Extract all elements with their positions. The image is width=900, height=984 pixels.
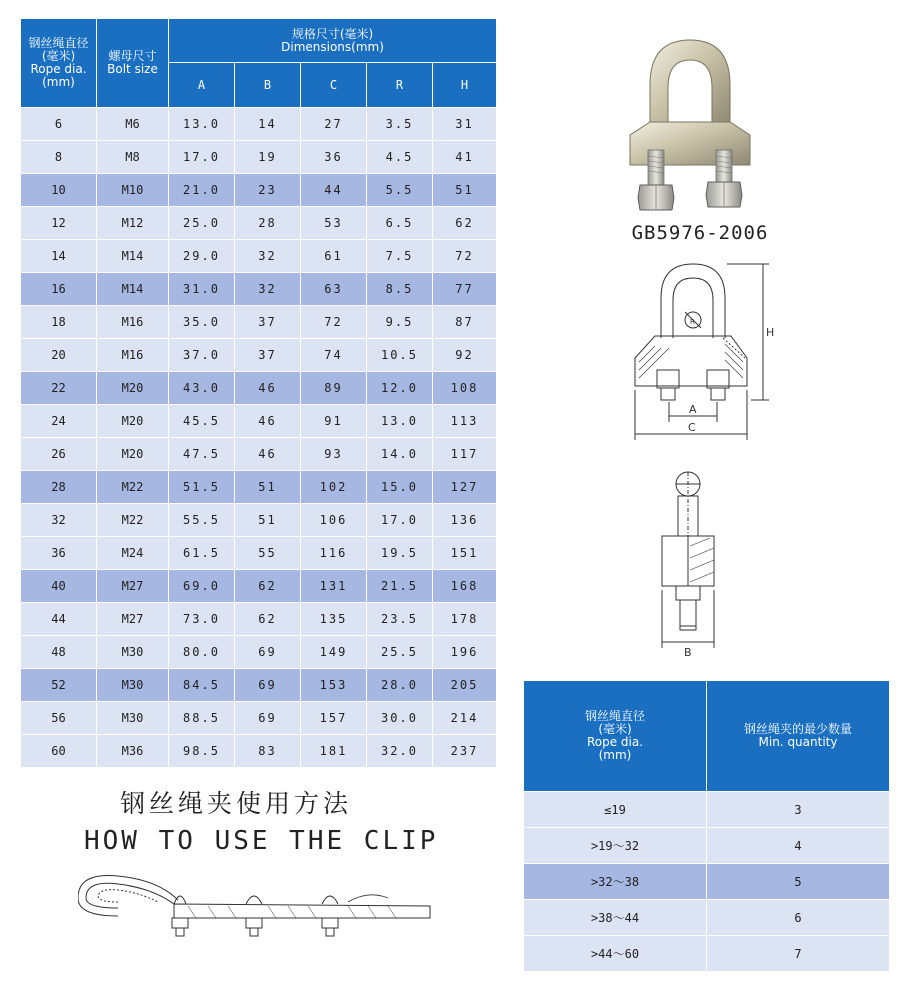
- dimension-a-cell: 80.0: [169, 636, 235, 669]
- table-row: [21, 636, 497, 669]
- dimension-h-cell: 178: [433, 603, 497, 636]
- qty-rope-dia-header-cn-unit: (毫米): [598, 722, 632, 736]
- dimension-r-cell: 4.5: [367, 141, 433, 174]
- dimension-c-cell: 135: [301, 603, 367, 636]
- dimension-label-c: C: [688, 421, 696, 434]
- dimension-label-a: A: [689, 403, 697, 416]
- dimension-label-h: H: [766, 326, 775, 339]
- dimension-r-cell: 13.0: [367, 405, 433, 438]
- table-row: [21, 504, 497, 537]
- table-row: [21, 141, 497, 174]
- dimension-h-cell: 51: [433, 174, 497, 207]
- dimension-a-cell: 25.0: [169, 207, 235, 240]
- rope-dia-cell: 18: [21, 306, 97, 339]
- dimension-a-cell: 73.0: [169, 603, 235, 636]
- dimension-b-cell: 28: [235, 207, 301, 240]
- dimension-b-cell: 46: [235, 372, 301, 405]
- dimension-c-cell: 53: [301, 207, 367, 240]
- dimension-c-cell: 91: [301, 405, 367, 438]
- dimension-h-cell: 41: [433, 141, 497, 174]
- howto-title-en: HOW TO USE THE CLIP: [84, 826, 439, 856]
- bolt-size-cell: M20: [97, 372, 169, 405]
- dimension-label-b: B: [684, 646, 692, 659]
- rope-dia-cell: 12: [21, 207, 97, 240]
- bolt-size-cell: M22: [97, 471, 169, 504]
- dimension-a-cell: 61.5: [169, 537, 235, 570]
- rope-dia-cell: 22: [21, 372, 97, 405]
- dimension-a-cell: 51.5: [169, 471, 235, 504]
- column-header-a: A: [169, 63, 235, 108]
- howto-title-cn: 钢丝绳夹使用方法: [120, 789, 353, 818]
- dimension-r-cell: 28.0: [367, 669, 433, 702]
- table-row: [524, 936, 890, 972]
- qty-rope-dia-header: [524, 681, 707, 792]
- dimension-h-cell: 117: [433, 438, 497, 471]
- dimension-b-cell: 51: [235, 471, 301, 504]
- clip-usage-drawing: [78, 868, 438, 948]
- dimension-b-cell: 69: [235, 669, 301, 702]
- dimension-c-cell: 106: [301, 504, 367, 537]
- table-row: [21, 174, 497, 207]
- dimension-table-body: [21, 108, 497, 768]
- dimension-r-cell: 8.5: [367, 273, 433, 306]
- table-row: [21, 537, 497, 570]
- min-quantity-cell: 4: [707, 828, 890, 864]
- min-quantity-table: [523, 680, 890, 972]
- dimension-c-cell: 89: [301, 372, 367, 405]
- dimension-b-cell: 23: [235, 174, 301, 207]
- dimension-c-cell: 61: [301, 240, 367, 273]
- dimension-b-cell: 83: [235, 735, 301, 768]
- dimension-r-cell: 14.0: [367, 438, 433, 471]
- table-row: [524, 828, 890, 864]
- dimension-c-cell: 149: [301, 636, 367, 669]
- min-quantity-header-en: Min. quantity: [758, 735, 838, 749]
- dimension-table: [20, 18, 497, 768]
- rope-dia-cell: 16: [21, 273, 97, 306]
- dimension-a-cell: 45.5: [169, 405, 235, 438]
- dimension-r-cell: 30.0: [367, 702, 433, 735]
- dimension-a-cell: 47.5: [169, 438, 235, 471]
- table-row: [21, 108, 497, 141]
- bolt-size-cell: M27: [97, 570, 169, 603]
- dimension-h-cell: 168: [433, 570, 497, 603]
- bolt-size-cell: M14: [97, 273, 169, 306]
- table-row: [21, 240, 497, 273]
- dimension-b-cell: 32: [235, 273, 301, 306]
- rope-dia-header-cn-unit: (毫米): [41, 49, 76, 63]
- dimension-b-cell: 19: [235, 141, 301, 174]
- dimension-a-cell: 88.5: [169, 702, 235, 735]
- dimension-b-cell: 69: [235, 702, 301, 735]
- bolt-size-cell: M14: [97, 240, 169, 273]
- dimension-r-cell: 19.5: [367, 537, 433, 570]
- dimension-c-cell: 153: [301, 669, 367, 702]
- rope-range-cell: >38～44: [524, 900, 707, 936]
- rope-range-cell: ≤19: [524, 792, 707, 828]
- clip-front-drawing: [625, 258, 775, 453]
- min-quantity-cell: 6: [707, 900, 890, 936]
- rope-dia-cell: 6: [21, 108, 97, 141]
- dimension-c-cell: 63: [301, 273, 367, 306]
- table-row: [21, 207, 497, 240]
- bolt-size-cell: M8: [97, 141, 169, 174]
- dimension-r-cell: 25.5: [367, 636, 433, 669]
- dimension-a-cell: 55.5: [169, 504, 235, 537]
- dimension-a-cell: 17.0: [169, 141, 235, 174]
- dimension-h-cell: 136: [433, 504, 497, 537]
- rope-dia-cell: 52: [21, 669, 97, 702]
- bolt-size-cell: M16: [97, 339, 169, 372]
- dimension-r-cell: 21.5: [367, 570, 433, 603]
- dimension-b-cell: 69: [235, 636, 301, 669]
- dimension-a-cell: 31.0: [169, 273, 235, 306]
- table-row: [524, 900, 890, 936]
- bolt-size-cell: M30: [97, 636, 169, 669]
- dimension-b-cell: 62: [235, 570, 301, 603]
- bolt-size-cell: M36: [97, 735, 169, 768]
- dimension-a-cell: 35.0: [169, 306, 235, 339]
- dimension-a-cell: 37.0: [169, 339, 235, 372]
- table-row: [21, 339, 497, 372]
- rope-range-cell: >19～32: [524, 828, 707, 864]
- table-row: [21, 372, 497, 405]
- dimension-h-cell: 214: [433, 702, 497, 735]
- dimension-r-cell: 15.0: [367, 471, 433, 504]
- dimension-h-cell: 127: [433, 471, 497, 504]
- table-row: [21, 669, 497, 702]
- dimension-r-cell: 3.5: [367, 108, 433, 141]
- dimension-c-cell: 44: [301, 174, 367, 207]
- rope-dia-cell: 8: [21, 141, 97, 174]
- column-header-b: B: [235, 63, 301, 108]
- column-header-h: H: [433, 63, 497, 108]
- rope-dia-cell: 48: [21, 636, 97, 669]
- dimension-h-cell: 151: [433, 537, 497, 570]
- table-row: [524, 792, 890, 828]
- table-row: [21, 702, 497, 735]
- rope-dia-header-en-unit: (mm): [42, 75, 75, 89]
- table-row: [524, 864, 890, 900]
- rope-dia-cell: 36: [21, 537, 97, 570]
- dimension-h-cell: 205: [433, 669, 497, 702]
- table-row: [21, 405, 497, 438]
- dimension-c-cell: 93: [301, 438, 367, 471]
- dimension-r-cell: 17.0: [367, 504, 433, 537]
- bolt-size-cell: M12: [97, 207, 169, 240]
- dimension-b-cell: 14: [235, 108, 301, 141]
- dimension-b-cell: 46: [235, 405, 301, 438]
- dimension-c-cell: 72: [301, 306, 367, 339]
- dimension-b-cell: 51: [235, 504, 301, 537]
- dimension-a-cell: 29.0: [169, 240, 235, 273]
- clip-3: [322, 896, 338, 936]
- clip-2: [246, 896, 262, 936]
- dimension-a-cell: 98.5: [169, 735, 235, 768]
- rope-dia-header-en: Rope dia.: [30, 62, 87, 76]
- table-row: [21, 438, 497, 471]
- table-row: [21, 306, 497, 339]
- qty-rope-dia-header-en: Rope dia.: [586, 735, 644, 749]
- qty-rope-dia-header-cn: 钢丝绳直径: [584, 709, 645, 723]
- dimension-c-cell: 116: [301, 537, 367, 570]
- rope-dia-cell: 60: [21, 735, 97, 768]
- clip-side-drawing: [648, 462, 748, 662]
- dimensions-header-en: Dimensions(mm): [281, 39, 384, 54]
- dimension-b-cell: 37: [235, 306, 301, 339]
- rope-dia-cell: 56: [21, 702, 97, 735]
- rope-dia-cell: 26: [21, 438, 97, 471]
- dimension-h-cell: 62: [433, 207, 497, 240]
- rope-range-cell: >44～60: [524, 936, 707, 972]
- model-code: GB5976-2006: [631, 222, 769, 244]
- min-quantity-header-cn: 钢丝绳夹的最少数量: [743, 722, 852, 736]
- rope-dia-cell: 24: [21, 405, 97, 438]
- dimension-r-cell: 23.5: [367, 603, 433, 636]
- rope-dia-cell: 14: [21, 240, 97, 273]
- min-quantity-cell: 5: [707, 864, 890, 900]
- column-header-r: R: [367, 63, 433, 108]
- dimension-c-cell: 102: [301, 471, 367, 504]
- dimension-a-cell: 84.5: [169, 669, 235, 702]
- dimensions-header: [169, 19, 497, 63]
- min-quantity-cell: 3: [707, 792, 890, 828]
- dimension-h-cell: 237: [433, 735, 497, 768]
- dimension-h-cell: 87: [433, 306, 497, 339]
- rope-dia-cell: 40: [21, 570, 97, 603]
- rope-dia-cell: 32: [21, 504, 97, 537]
- dimension-b-cell: 62: [235, 603, 301, 636]
- rope-dia-cell: 10: [21, 174, 97, 207]
- bolt-size-header-cn: 螺母尺寸: [108, 49, 157, 63]
- bolt-size-header: [97, 19, 169, 108]
- table-row: [21, 471, 497, 504]
- dimension-a-cell: 43.0: [169, 372, 235, 405]
- dimension-c-cell: 27: [301, 108, 367, 141]
- table-row: [21, 735, 497, 768]
- min-quantity-header: [707, 681, 890, 792]
- bolt-size-cell: M6: [97, 108, 169, 141]
- dimension-c-cell: 157: [301, 702, 367, 735]
- dimension-label-r: R: [690, 318, 695, 326]
- dimension-c-cell: 131: [301, 570, 367, 603]
- dimension-b-cell: 32: [235, 240, 301, 273]
- dimension-h-cell: 31: [433, 108, 497, 141]
- bolt-size-cell: M27: [97, 603, 169, 636]
- bolt-size-cell: M20: [97, 438, 169, 471]
- dimension-h-cell: 108: [433, 372, 497, 405]
- wire-rope-clip-photo: [620, 30, 760, 220]
- dimension-c-cell: 74: [301, 339, 367, 372]
- dimension-b-cell: 37: [235, 339, 301, 372]
- bolt-size-cell: M16: [97, 306, 169, 339]
- dimension-r-cell: 7.5: [367, 240, 433, 273]
- dimension-a-cell: 13.0: [169, 108, 235, 141]
- dimension-r-cell: 10.5: [367, 339, 433, 372]
- dimension-h-cell: 196: [433, 636, 497, 669]
- dimension-h-cell: 77: [433, 273, 497, 306]
- min-quantity-cell: 7: [707, 936, 890, 972]
- dimension-h-cell: 113: [433, 405, 497, 438]
- dimension-b-cell: 46: [235, 438, 301, 471]
- dimension-h-cell: 72: [433, 240, 497, 273]
- dimension-r-cell: 32.0: [367, 735, 433, 768]
- bolt-size-cell: M10: [97, 174, 169, 207]
- dimension-a-cell: 21.0: [169, 174, 235, 207]
- bolt-size-cell: M30: [97, 669, 169, 702]
- table-row: [21, 570, 497, 603]
- bolt-size-cell: M20: [97, 405, 169, 438]
- dimension-h-cell: 92: [433, 339, 497, 372]
- bolt-size-header-en: Bolt size: [107, 62, 158, 76]
- dimension-r-cell: 5.5: [367, 174, 433, 207]
- dimension-c-cell: 36: [301, 141, 367, 174]
- dimension-r-cell: 6.5: [367, 207, 433, 240]
- bolt-size-cell: M24: [97, 537, 169, 570]
- dimension-b-cell: 55: [235, 537, 301, 570]
- dimensions-header-cn: 规格尺寸(毫米): [291, 26, 374, 41]
- rope-dia-header-cn: 钢丝绳直径: [28, 36, 89, 50]
- bolt-size-cell: M22: [97, 504, 169, 537]
- rope-dia-header: [21, 19, 97, 108]
- table-row: [21, 603, 497, 636]
- dimension-a-cell: 69.0: [169, 570, 235, 603]
- dimension-r-cell: 9.5: [367, 306, 433, 339]
- rope-dia-cell: 28: [21, 471, 97, 504]
- qty-rope-dia-header-en-unit: (mm): [598, 748, 632, 762]
- table-row: [21, 273, 497, 306]
- min-quantity-table-body: [524, 792, 890, 972]
- rope-dia-cell: 44: [21, 603, 97, 636]
- rope-dia-cell: 20: [21, 339, 97, 372]
- dimension-c-cell: 181: [301, 735, 367, 768]
- dimension-r-cell: 12.0: [367, 372, 433, 405]
- column-header-c: C: [301, 63, 367, 108]
- bolt-size-cell: M30: [97, 702, 169, 735]
- rope-range-cell: >32～38: [524, 864, 707, 900]
